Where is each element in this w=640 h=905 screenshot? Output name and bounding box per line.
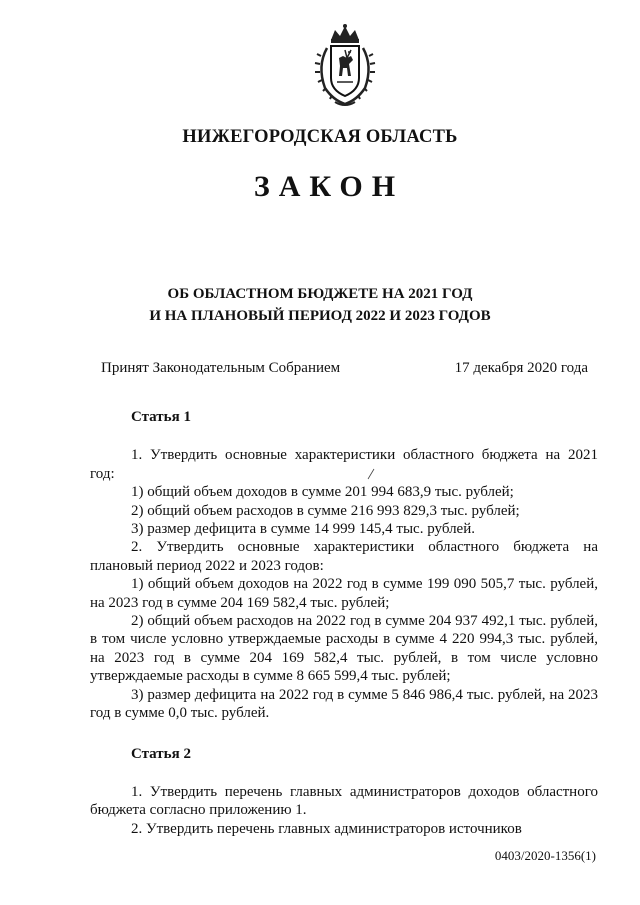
article-1-paragraph: 1) общий объем доходов на 2022 год в сумме 199 090 505,7 тыс. рублей, на 2023 год в сумме 204 169 582,4 тыс. рублей; [90, 576, 598, 611]
article-1-paragraph: 3) размер дефицита на 2022 год в сумме 5 846 986,4 тыс. рублей, на 2023 год в сумме 0,0 тыс. рублей. [90, 686, 598, 722]
article-2-paragraph: 2. Утвердить перечень главных администраторов источников [131, 820, 522, 837]
coat-of-arms-emblem [311, 22, 379, 108]
adopted-by: Принят Законодательным Собранием [101, 360, 341, 376]
law-title [0, 283, 640, 327]
law-title-line-2: И НА ПЛАНОВЫЙ ПЕРИОД 2022 И 2023 ГОДОВ [149, 308, 491, 324]
region-name: НИЖЕГОРОДСКАЯ ОБЛАСТЬ [182, 127, 458, 147]
adoption-date: 17 декабря 2020 года [454, 360, 588, 376]
article-1-paragraph: 2) общий объем расходов в сумме 216 993 829,3 тыс. рублей; [131, 502, 520, 519]
article-1-paragraph: 2. Утвердить основные характеристики областного бюджета на плановый период 2022 и 2023 годов: [90, 539, 598, 574]
document-body [90, 408, 598, 838]
article-2-heading: Статья 2 [131, 745, 191, 762]
article-1-paragraph: 2) общий объем расходов на 2022 год в сумме 204 937 492,1 тыс. рублей, в том числе условно утверждаемые расходы в сумме 4 220 994,3 тыс. рублей, на 2023 год в сумме 204 169 582,4 тыс. рублей, в том числе условно утверждаемые расходы в сумме 8 665 599,4 тыс. рублей; [90, 613, 598, 685]
law-title-line-1: ОБ ОБЛАСТНОМ БЮДЖЕТЕ НА 2021 ГОД [167, 286, 473, 302]
article-1-paragraph: 3) размер дефицита в сумме 14 999 145,4 тыс. рублей. [131, 521, 475, 538]
article-1-paragraph: 1. Утвердить основные характеристики областного бюджета на 2021 год: [90, 447, 598, 482]
article-2-paragraph: 1. Утвердить перечень главных администраторов доходов областного бюджета согласно приложению 1. [90, 783, 598, 819]
article-1-paragraph: 1) общий объем доходов в сумме 201 994 683,9 тыс. рублей; [131, 484, 514, 501]
document-type: ЗАКОН [253, 170, 405, 203]
document-code: 0403/2020-1356(1) [494, 848, 596, 863]
article-1-heading: Статья 1 [131, 409, 191, 425]
